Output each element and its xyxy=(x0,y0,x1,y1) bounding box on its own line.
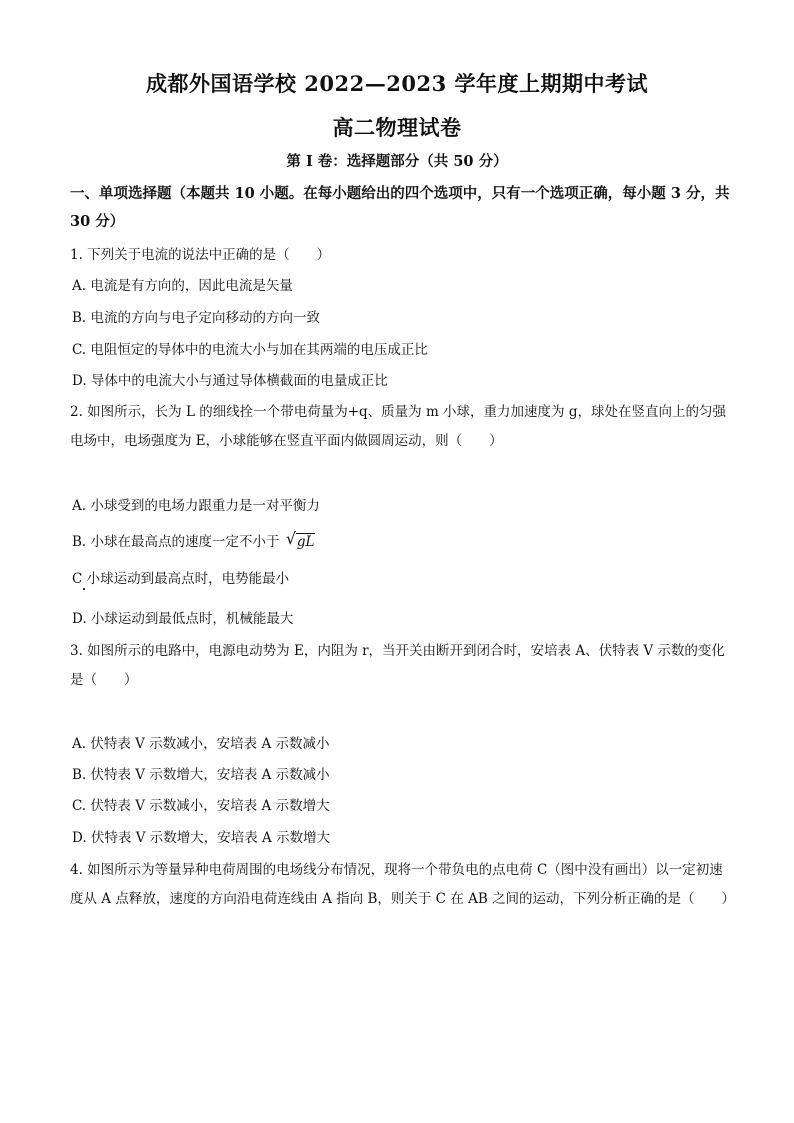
question-2-option-d: D. 小球运动到最低点时，机械能最大 xyxy=(72,611,294,627)
exam-title: 成都外国语学校 2022—2023 学年度上期期中考试 xyxy=(145,71,648,96)
part-heading: 第 I 卷：选择题部分（共 50 分） xyxy=(286,153,508,170)
question-2-option-a: A. 小球受到的电场力跟重力是一对平衡力 xyxy=(72,498,320,514)
question-3-option-c: C. 伏特表 V 示数减小，安培表 A 示数增大 xyxy=(72,798,330,814)
question-2-option-c: C 小球运动到最高点时，电势能最小 xyxy=(72,571,290,587)
stray-dot-mark xyxy=(83,588,85,590)
question-3-option-a: A. 伏特表 V 示数减小，安培表 A 示数减小 xyxy=(72,736,330,752)
question-1-option-b: B. 电流的方向与电子定向移动的方向一致 xyxy=(72,310,321,326)
question-4-stem: 4. 如图所示为等量异种电荷周围的电场线分布情况，现将一个带负电的点电荷 C（图中没有画出）以一定初速度从 A 点释放，速度的方向沿电荷连线由 A 指向 B，则关于 C 在 AB 之间的运动，下列分析正确的是（ ） xyxy=(70,862,736,907)
question-1-option-c: C. 电阻恒定的导体中的电流大小与加在其两端的电压成正比 xyxy=(72,342,428,358)
section-heading: 一、单项选择题（本题共 10 小题。在每小题给出的四个选项中，只有一个选项正确，每小题 3 分，共 30 分） xyxy=(70,185,730,230)
exam-subtitle: 高二物理试卷 xyxy=(332,115,462,140)
question-3-option-d: D. 伏特表 V 示数增大，安培表 A 示数增大 xyxy=(72,830,331,846)
question-2-option-b xyxy=(72,530,732,554)
question-2-stem: 2. 如图所示，长为 L 的细线拴一个带电荷量为+q、质量为 m 小球，重力加速度为 g，球处在竖直向上的匀强电场中，电场强度为 E，小球能够在竖直平面内做圆周运动，则（ ） xyxy=(70,404,726,449)
question-1-option-d: D. 导体中的电流大小与通过导体横截面的电量成正比 xyxy=(72,373,388,389)
sqrt-expression: √ gL xyxy=(285,529,315,550)
question-2-option-b-text: B. 小球在最高点的速度一定不小于 xyxy=(72,534,280,550)
question-3-stem: 3. 如图所示的电路中，电源电动势为 E，内阻为 r，当开关由断开到闭合时，安培表 A、伏特表 V 示数的变化是（ ） xyxy=(70,643,725,688)
question-1-stem: 1. 下列关于电流的说法中正确的是（ ） xyxy=(70,247,331,263)
sqrt-radicand: gL xyxy=(296,534,315,550)
question-3-option-b: B. 伏特表 V 示数增大，安培表 A 示数减小 xyxy=(72,767,330,783)
question-1-option-a: A. 电流是有方向的，因此电流是矢量 xyxy=(72,278,293,294)
